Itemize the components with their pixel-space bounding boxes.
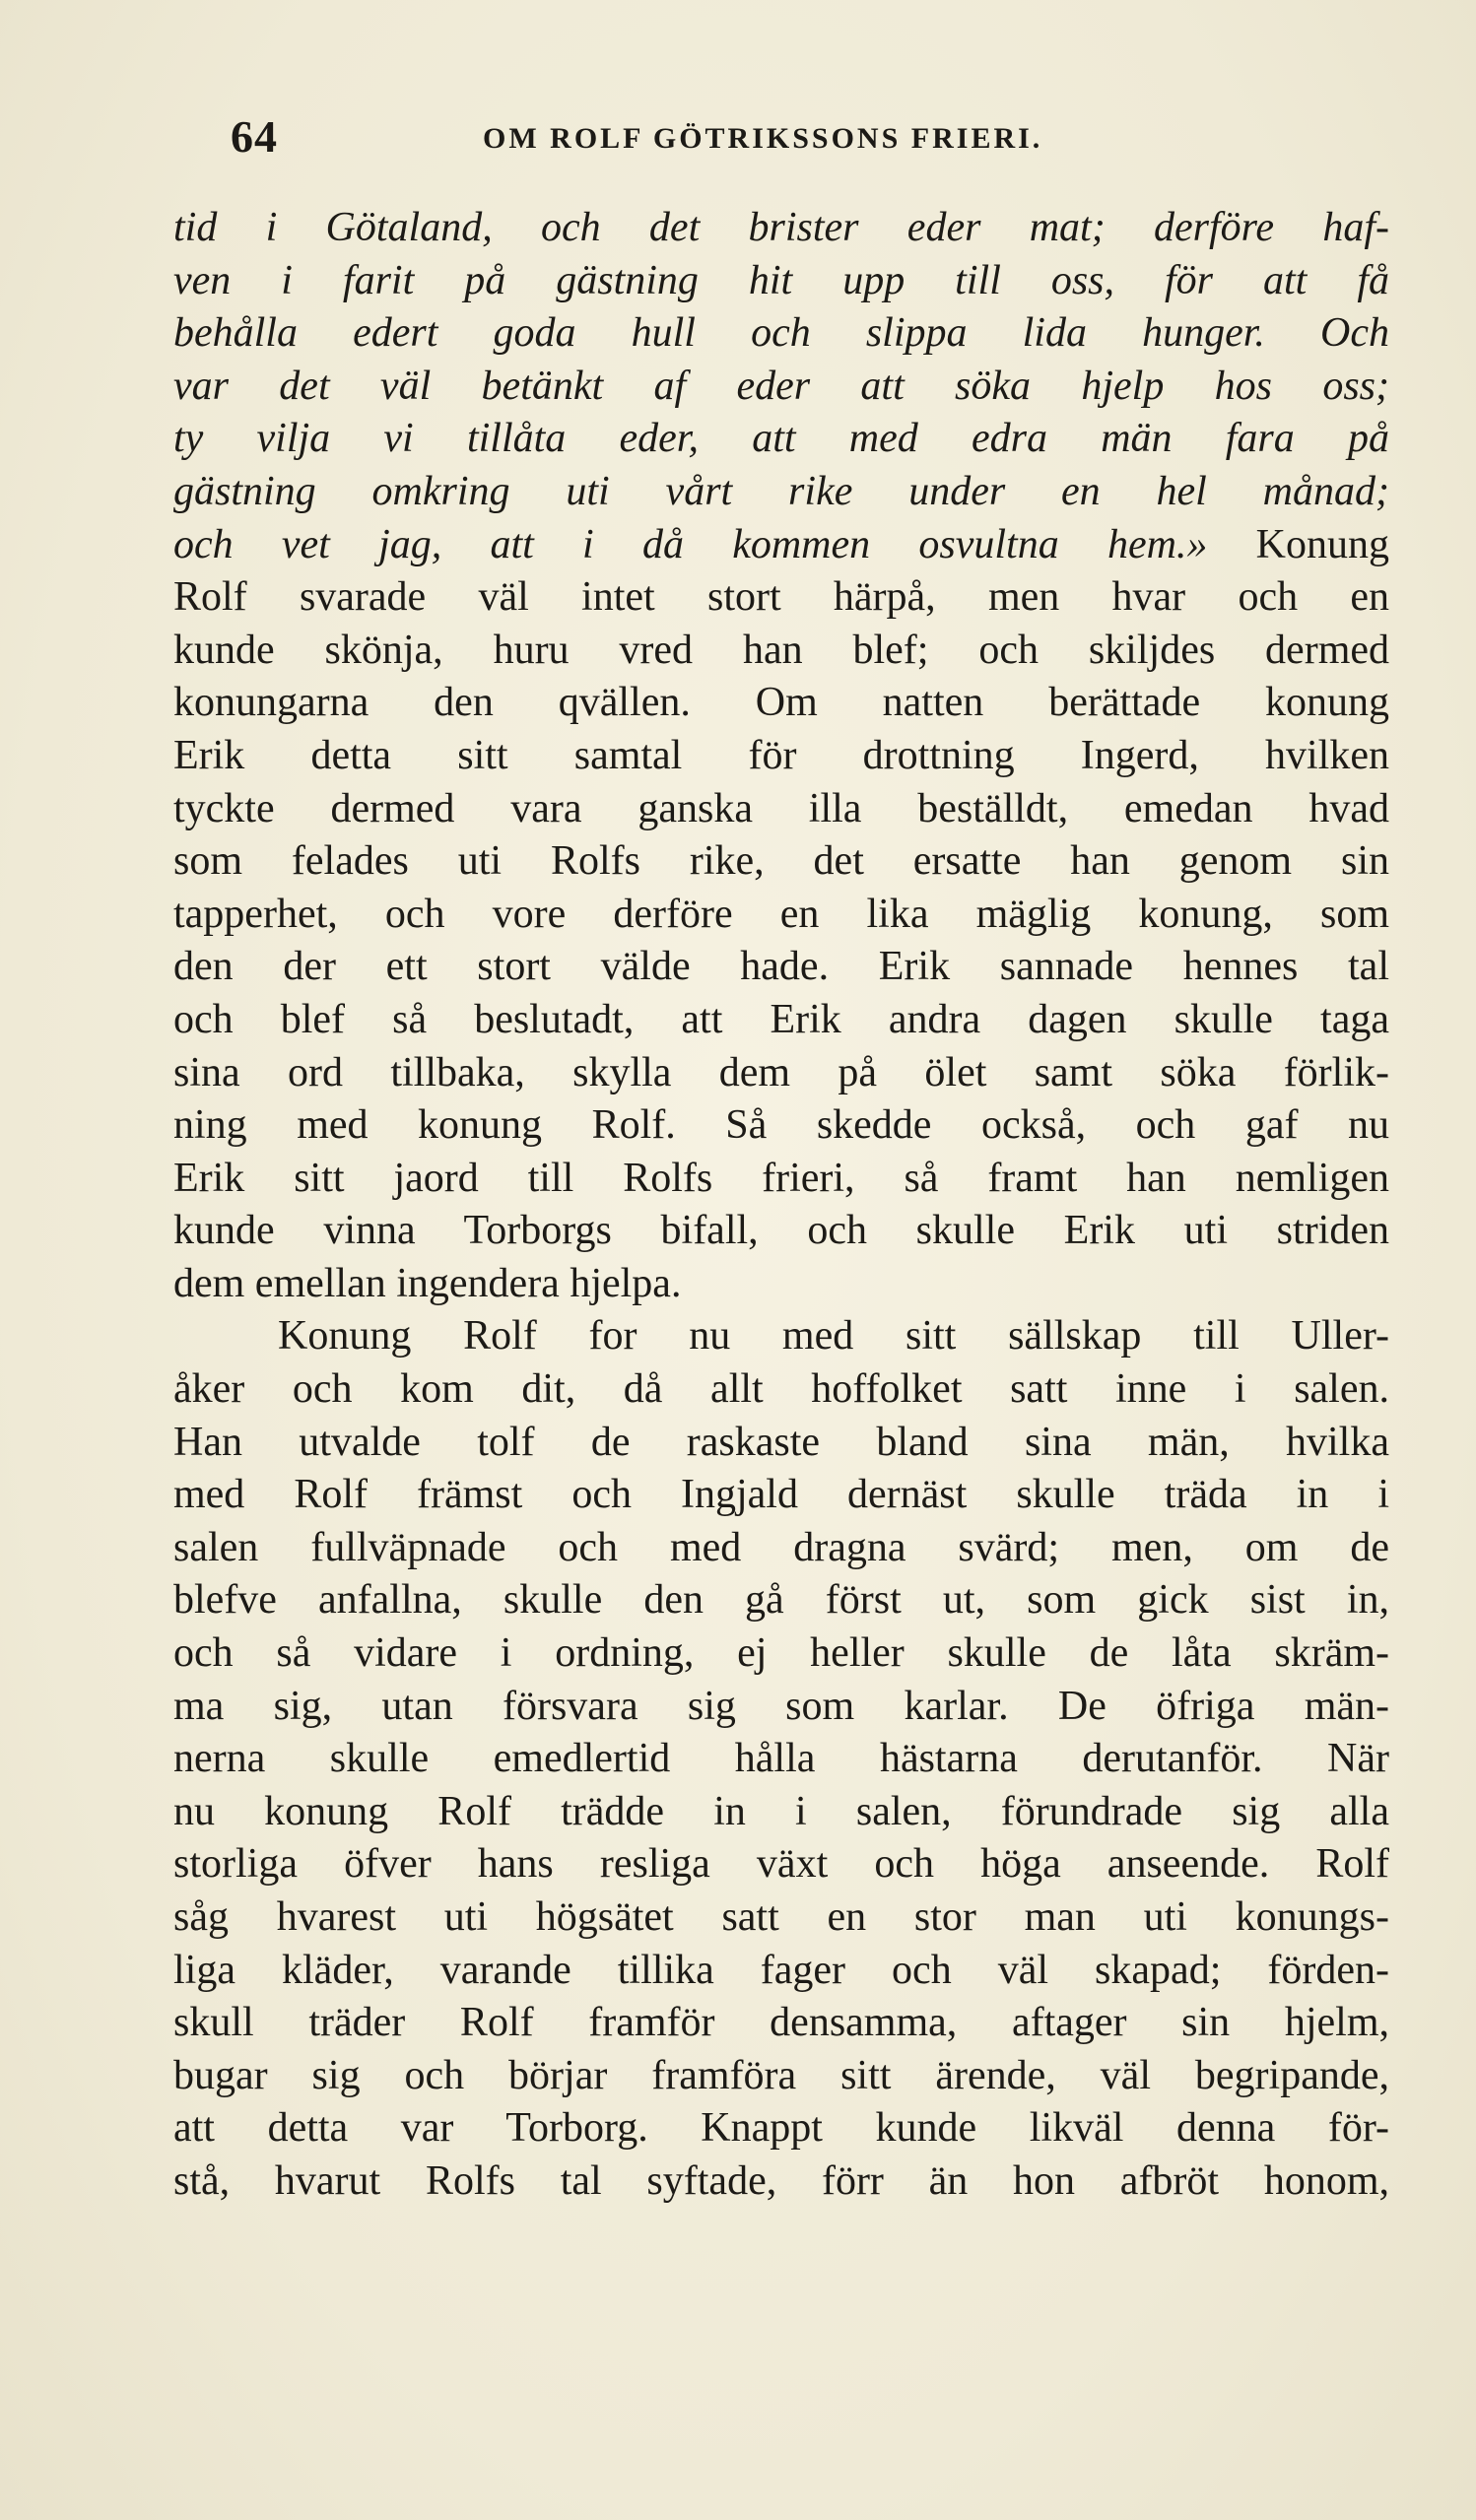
text-line: att detta var Torborg. Knappt kunde likväl denna för- [173, 2105, 1389, 2152]
text-line: ven i farit på gästning hit upp till oss, för att få [173, 257, 1389, 303]
running-title: OM ROLF GÖTRIKSSONS FRIERI. [483, 122, 1043, 155]
text-line: blefve anfallna, skulle den gå först ut, som gick sist in, [173, 1577, 1389, 1624]
text-line: Han utvalde tolf de raskaste bland sina män, hvilka [173, 1419, 1389, 1465]
text-line: konungarna den qvällen. Om natten berättade konung [173, 680, 1389, 726]
text-line: skull träder Rolf framför densamma, aftager sin hjelm, [173, 2000, 1389, 2046]
text-line: såg hvarest uti högsätet satt en stor man uti konungs- [173, 1894, 1389, 1940]
text-line: tyckte dermed vara ganska illa beställdt, emedan hvad [173, 785, 1389, 831]
text-line: ty vilja vi tillåta eder, att med edra män fara på [173, 416, 1389, 462]
text-line: och blef så beslutadt, att Erik andra dagen skulle taga [173, 996, 1389, 1042]
paragraph-start-line: Konung Rolf for nu med sitt sällskap till Uller- [278, 1313, 1389, 1359]
text-line: med Rolf främst och Ingjald dernäst skulle träda in i [173, 1472, 1389, 1518]
text-line-mixed [173, 519, 1389, 572]
text-line: liga kläder, varande tillika fager och väl skapad; förden- [173, 1947, 1389, 1993]
text-line: stå, hvarut Rolfs tal syftade, förr än hon afbröt honom, [173, 2157, 1389, 2204]
text-line: och vet jag, att i då kommen osvultna hem.» Konung [173, 521, 1389, 567]
text-line: gästning omkring uti vårt rike under en hel månad; [173, 468, 1389, 514]
text-line: salen fullväpnade och med dragna svärd; men, om de [173, 1524, 1389, 1570]
text-line: bugar sig och börjar framföra sitt ärende, väl begripande, [173, 2052, 1389, 2098]
text-line: nu konung Rolf trädde in i salen, förundrade sig alla [173, 1788, 1389, 1834]
text-line: kunde vinna Torborgs bifall, och skulle Erik uti striden [173, 1208, 1389, 1254]
body-text [173, 202, 1389, 2209]
text-line: nerna skulle emedlertid hålla hästarna derutanför. När [173, 1736, 1389, 1782]
text-line: ning med konung Rolf. Så skedde också, och gaf nu [173, 1102, 1389, 1149]
text-line: tid i Götaland, och det brister eder mat; derföre haf- [173, 205, 1389, 250]
running-head [175, 110, 1387, 169]
text-line: kunde skönja, huru vred han blef; och skiljdes dermed [173, 627, 1389, 673]
text-line: åker och kom dit, då allt hoffolket satt inne i salen. [173, 1366, 1389, 1413]
text-line: storliga öfver hans resliga växt och höga anseende. Rolf [173, 1841, 1389, 1888]
text-line: sina ord tillbaka, skylla dem på ölet samt söka förlik- [173, 1049, 1389, 1095]
text-line: var det väl betänkt af eder att söka hjelp hos oss; [173, 363, 1389, 409]
page-number: 64 [231, 111, 278, 162]
text-line: ma sig, utan försvara sig som karlar. De öfriga män- [173, 1683, 1389, 1729]
text-line: Erik detta sitt samtal för drottning Ingerd, hvilken [173, 732, 1389, 778]
text-line: den der ett stort välde hade. Erik sannade hennes tal [173, 944, 1389, 990]
text-line: tapperhet, och vore derföre en lika mäglig konung, som [173, 891, 1389, 937]
text-line: behålla edert goda hull och slippa lida hunger. Och [173, 310, 1389, 357]
text-line: Erik sitt jaord till Rolfs frieri, så framt han nemligen [173, 1155, 1389, 1201]
text-line: och så vidare i ordning, ej heller skulle de låta skräm- [173, 1630, 1389, 1677]
text-line: Rolf svarade väl intet stort härpå, men hvar och en [173, 574, 1389, 621]
paragraph-end-line: dem emellan ingendera hjelpa. [173, 1260, 682, 1306]
text-line: som felades uti Rolfs rike, det ersatte han genom sin [173, 838, 1389, 885]
